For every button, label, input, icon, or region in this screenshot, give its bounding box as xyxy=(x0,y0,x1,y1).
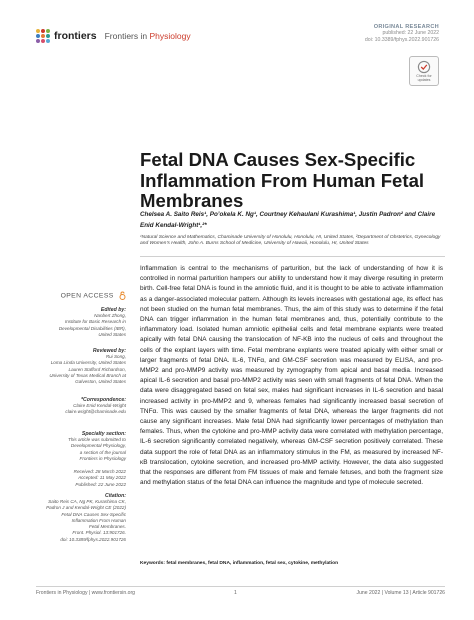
check-updates-icon xyxy=(417,60,431,74)
specialty-line: Frontiers in Physiology xyxy=(79,455,126,461)
editor-line: Institute for Basic Research in xyxy=(64,319,126,325)
article-title: Fetal DNA Causes Sex-Specific Inflammation From Human Fetal Membranes xyxy=(140,149,425,211)
editor-line: Nanbert Zhong, xyxy=(94,313,126,318)
page-number: 1 xyxy=(234,590,237,596)
published-date-side: Published: 22 June 2022 xyxy=(75,481,126,487)
keywords xyxy=(140,561,445,566)
specialty-line: a section of the journal xyxy=(79,449,126,455)
frontiers-logo-icon xyxy=(36,29,50,43)
specialty-label: Specialty section: xyxy=(81,431,126,437)
editor-line: United States xyxy=(98,331,126,337)
citation-line: Front. Physiol. 13:901726. xyxy=(72,530,126,536)
keywords-list: fetal membranes, fetal DNA, inflammation, fetal sex, cytokine, methylation xyxy=(166,561,339,566)
published-date: published: 22 June 2022 xyxy=(382,30,439,36)
reviewer-line: Loma Linda University, United States xyxy=(50,360,126,366)
doi-link[interactable]: doi: 10.3389/fphys.2022.901726 xyxy=(364,37,439,43)
open-access-label: OPEN ACCESS xyxy=(36,291,126,300)
check-label-2: updates xyxy=(417,78,431,82)
citation-line: Padron J and Kendal-Wright CE (2022) xyxy=(46,505,126,511)
citation-line: Saito Reis CA, Ng PK, Kurashima CK, xyxy=(48,499,126,504)
article-type: ORIGINAL RESEARCH xyxy=(373,24,439,30)
reviewer-line: University of Texas Medical Branch at xyxy=(49,372,126,378)
citation-label: Citation: xyxy=(104,493,126,499)
keywords-label: Keywords: xyxy=(140,561,166,566)
accepted-date: Accepted: 11 May 2022 xyxy=(78,475,126,481)
journal-logo[interactable] xyxy=(36,29,191,43)
dates-section xyxy=(36,469,126,488)
citation-doi-link[interactable]: doi: 10.3389/fphys.2022.901726 xyxy=(60,536,126,542)
specialty-line: This article was submitted to xyxy=(68,437,126,442)
citation-line: Fetal DNA Causes Sex-Specific xyxy=(61,511,126,517)
received-date: Received: 28 March 2022 xyxy=(73,469,126,474)
divider xyxy=(140,256,445,257)
citation-line: Inflammation From Human xyxy=(71,517,126,523)
author-list[interactable]: Chelsea A. Saito Reis¹, Po’okela K. Ng¹, Courtney Kehaulani Kurashima¹, Justin Padron² and Claire Enid Kendal-Wright¹,²* xyxy=(140,211,436,229)
brand-name: frontiers xyxy=(54,30,97,42)
correspondence-section xyxy=(36,397,126,416)
reviewer-line: Lauren Stafford Richardson, xyxy=(68,366,126,372)
specialty-line: Developmental Physiology, xyxy=(70,443,126,449)
edited-by-section xyxy=(36,307,126,338)
reviewer-line: Rui Song, xyxy=(105,354,126,359)
reviewed-by-label: Reviewed by: xyxy=(92,348,126,354)
edited-by-label: Edited by: xyxy=(100,307,126,313)
open-access-lock-icon xyxy=(119,291,126,300)
abstract-text: Inflammation is central to the mechanisms of parturition, but the lack of understanding of how it is controlled in normal parturition hampers our ability to understand how it may diverge resulting in preterm birth. Cell-free fetal DNA is found in the amniotic fluid, and it is thought to be able to activate inflammation as a danger-associated molecular pattern. Although its levels increases with gestational age, its effect has not been studied on the human fetal membranes. Thus, the aim of this study was to determine if the fetal DNA can trigger inflammation in the human fetal membranes and, thus, potentially contribute to the inflammatory load. Isolated human amniotic epithelial cells and fetal membrane explants were treated apically with fetal DNA causing the translocation of NF-KB into the nucleus of cells and throughout the cells of the explant layers with time. Fetal membrane explants were treated apically with either small or larger fragments of fetal DNA. IL-6, TNFα, and GM-CSF secretion was measured by ELISA, and pro-MMP2 and pro-MMP9 activity was measured by zymography from apical and basal media. Increased apical IL-6 secretion and basal pro-MMP2 activity was seen with small fragments of fetal DNA. When the data were disaggregated based on fetal sex, males had significant increases in IL-6 secretion and basal increased activity in pro-MMP2 and 9, whereas females had significantly increased basal secretion of TNFα. This was caused by the smaller fragments of fetal DNA, whereas the larger fragments did not cause any significant increases. Male fetal DNA had significantly lower percentages of methylation than females. Thus, when the cytokine and pro-MMP activity data were correlated with methylation percentage, IL-6 secretion significantly correlated negatively, whereas GM-CSF secretion positively correlated. These data support the role of fetal DNA as an inflammatory stimulus in the FM, as measured by increased NF-κB translocation, cytokine secretion, and increased pro-MMP activity. However, the data also suggested that the responses are different from FM tissues of male and female fetuses, and both the fragment size and methylation status of the fetal DNA can influence the magnitude and type of molecule secreted. xyxy=(140,265,443,487)
reviewed-by-section xyxy=(36,348,126,385)
correspondent-email-link[interactable]: claire.wright@chaminade.edu xyxy=(65,409,126,415)
citation-line: Fetal Membranes. xyxy=(88,524,126,530)
affiliations: ¹Natural Science and Mathematics, Chaminade University of Honolulu, Honolulu, HI, United States, ²Department of Obstetrics, Gynecology and Women’s Health, John A. Burns School of Medicine, University of Hawaii, Honolulu, HI, United States xyxy=(140,235,441,247)
footer-divider xyxy=(36,586,445,587)
footer-journal[interactable]: Frontiers in Physiology | www.frontiersin.org xyxy=(36,590,135,596)
check-for-updates-button[interactable] xyxy=(409,56,439,86)
citation-section xyxy=(36,493,126,543)
specialty-section xyxy=(36,431,126,462)
footer-volume: June 2022 | Volume 13 | Article 901726 xyxy=(356,590,445,596)
correspondence-label: *Correspondence: xyxy=(81,397,126,403)
editor-line: Developmental Disabilities (IBR), xyxy=(58,325,126,331)
article-meta xyxy=(365,24,439,44)
journal-name: Frontiers in Physiology xyxy=(104,31,191,41)
reviewer-line: Galveston, United States xyxy=(75,379,126,385)
correspondent-name: Claire Enid Kendal-Wright xyxy=(73,403,126,408)
check-label-1: Check for xyxy=(416,74,432,78)
